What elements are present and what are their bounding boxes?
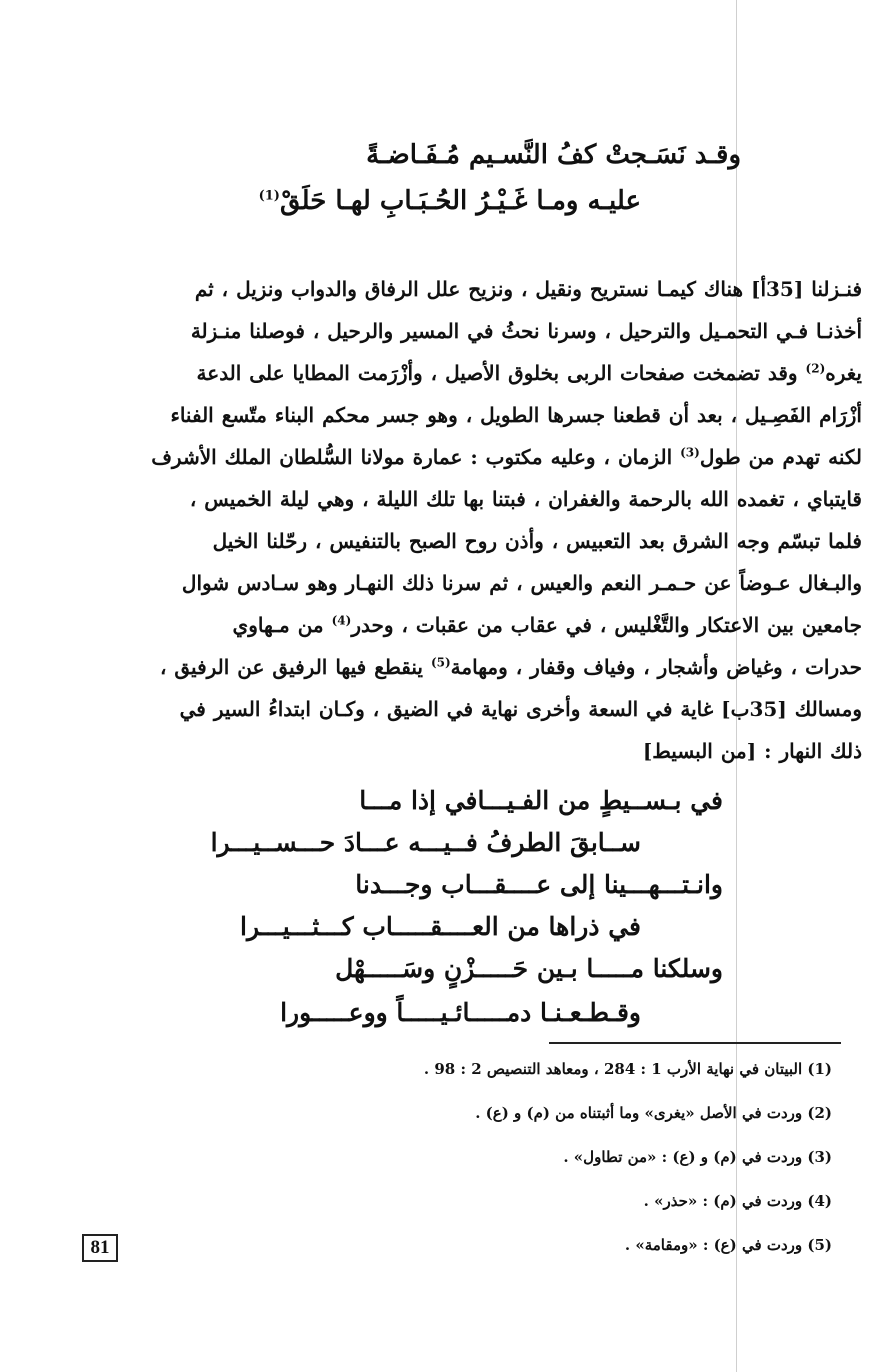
prose-line-text: حدرات ، وغياض وأشجار ، وفياف وقفار ، ومهامة [450, 655, 862, 679]
footnote-5: (5) وردت في (ع) : «ومقامة» . [624, 1236, 832, 1254]
prose-line-text: الزمان ، وعليه مكتوب : عمارة مولانا السُّلطان الملك الأشرف [151, 445, 681, 469]
prose-line [136, 604, 862, 646]
footnotes [132, 1058, 832, 1278]
prose-line [136, 394, 862, 436]
prose-line-text: أخذنـا فـي التحمـيل والترحيل ، وسرنا نحثُ في المسير والرحيل ، فوصلنا منـزلة [190, 319, 862, 343]
prose-line [136, 436, 862, 478]
prose-line-text: لكنه تهدم من طول [699, 445, 862, 469]
prose-line-text: وقد تضمخت صفحات الربى بخلوق الأصيل ، وأزْرَمت المطايا على الدعة [196, 361, 806, 385]
prose-line-text: ينقطع فيها الرفيق عن الرفيق ، [159, 655, 431, 679]
prose-line-text: من مـهاوي [232, 613, 332, 637]
prose-line-text: أزْرَام الفَصِـيل ، بعد أن قطعنا جسرها الطويل ، وهو جسر محكم البناء متّسع الفناء [170, 403, 862, 427]
footnote-1: (1) البيتان في نهاية الأرب 1 : 284 ، ومعاهد التنصيص 2 : 98 . [423, 1060, 832, 1078]
prose-line-text: والبـغال عـوضاً عن حـمـر النعم والعيس ، ثم سرنا ذلك النهـار وهو سـادس شوال [181, 571, 862, 595]
prose-line [136, 520, 862, 562]
prose-line [136, 646, 862, 688]
prose-line [136, 730, 862, 772]
prose-line-text: جامعين بين الاعتكار والتَّغْليس ، في عقاب من عقبات ، وحدر [351, 613, 862, 637]
prose-line-text: فلما تبسّم وجه الشرق بعد التعبيس ، وأذن روح الصبح بالتنفيس ، رحّلنا الخيل [212, 529, 862, 553]
prose-line-text: ذلك النهار : [من البسيط] [642, 739, 862, 763]
page-number: 81 [82, 1234, 118, 1262]
footnote-ref-4: (4) [331, 613, 352, 628]
footnote-2: (2) وردت في الأصل «يغرى» وما أثبتناه من (م) و (ع) . [475, 1104, 832, 1122]
prose-line-text: ومسالك [35ب] غاية في السعة وأخرى نهاية في الضيق ، وكـان ابتداءُ السير في [179, 697, 862, 721]
prose-line-text: قايتباي ، تغمده الله بالرحمة والغفران ، فبتنا بها تلك الليلة ، وهي ليلة الخميس ، [189, 487, 862, 511]
footnote-ref-1: (1) [258, 188, 280, 204]
prose-line-text: يغره [825, 361, 862, 385]
poem-line-1: في بـســيطٍ من الفـيـــافي إذا مـــا [359, 786, 723, 815]
top-verse-line-2-text: عليـه ومـا غَـيْـرُ الحُـبَـابِ لهـا حَلَقْ [279, 186, 641, 216]
poem-line-4: في ذراها من العــــقـــــاب كـــثـــيـــرا [240, 912, 641, 941]
prose-line [136, 310, 862, 352]
footnote-separator [549, 1042, 841, 1044]
poem-line-6: وقـطـعـنـا دمـــــائـيـــــاً ووعـــــورا [280, 998, 641, 1027]
prose-line [136, 268, 862, 310]
poem-line-2: ســابقَ الطرفُ فــيـــه عـــادَ حـــســيـــرا [210, 828, 641, 857]
top-verse-line-1: وقـد نَسَـجتْ كفُ النَّسـيم مُـفَـاضـةً [366, 140, 741, 170]
prose-line [136, 688, 862, 730]
prose-body [136, 268, 862, 772]
poem-line-5: وسلكنا مـــــا بـين حَـــــزْنٍ وسَـــــهْل [335, 954, 723, 983]
footnote-ref-3: (3) [680, 445, 700, 460]
prose-line [136, 478, 862, 520]
footnote-ref-2: (2) [805, 361, 826, 376]
prose-line [136, 562, 862, 604]
footnote-4: (4) وردت في (م) : «حذر» . [643, 1192, 832, 1210]
footnote-ref-5: (5) [430, 655, 451, 670]
prose-line [136, 352, 862, 394]
footnote-3: (3) وردت في (م) و (ع) : «من تطاول» . [563, 1148, 832, 1166]
poem-line-3: وانـتـــهـــينا إلى عــــقـــاب وجـــدنا [355, 870, 723, 899]
prose-line-text: فنـزلنا [35أ] هناك كيمـا نستريح ونقيل ، ونزيح علل الرفاق والدواب ونزيل ، ثم [194, 277, 862, 301]
top-verse-line-2 [259, 186, 641, 216]
